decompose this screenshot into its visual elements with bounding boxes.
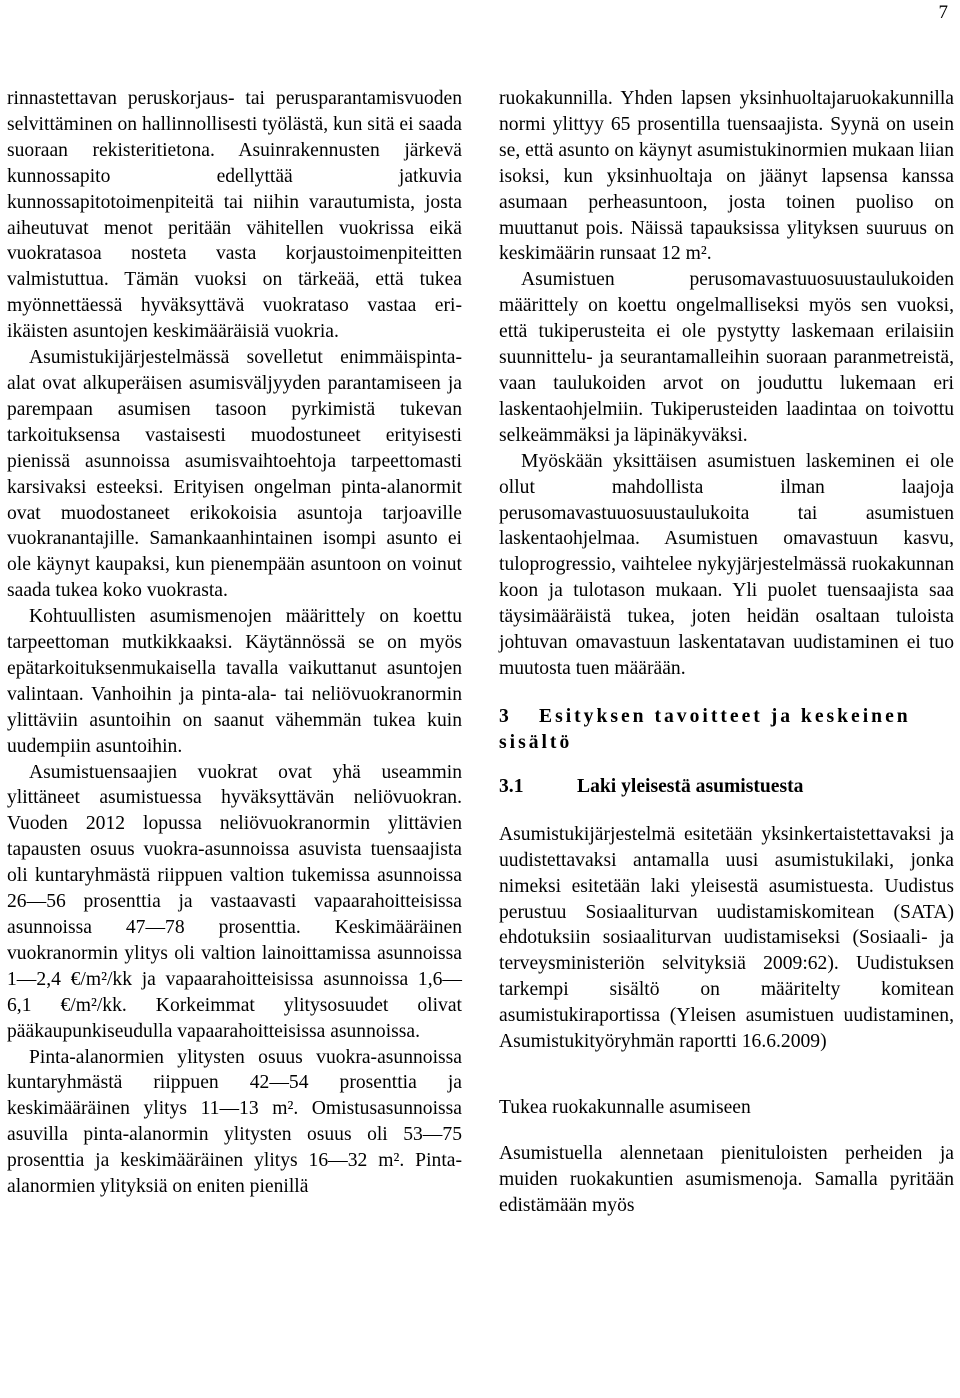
body-paragraph: ruokakunnilla. Yhden lapsen yksinhuoltajaruokakunnilla normi ylittyy 65 prosentilla tuensaajista. Syynä on usein se, että asunto on käynyt asumistukinormien mukaan liian isoksi, kun yksinhuoltaja on jäänyt lapsensa kanssa asumaan perheasuntoon, josta toinen puoliso on muuttanut pois. Näissä tapauksissa ylityksen suuruus on keskimäärin runsaat 12 m². [499, 88, 954, 265]
section-title: Esityksen tavoitteet ja keskeinen sisältö [499, 705, 911, 753]
body-paragraph: Asumistuen perusomavastuuosuustaulukoiden määrittely on koettu ongelmalliseksi myös sen vuoksi, että tukiperusteita ei ole pystytty laskemaan erilaisiin suunnittelu- ja seurantamalleihin suoraan paranmetreistä, vaan taulukoiden arvot on jouduttu lukemaan eri laskentaohjelmiin. Tukiperusteiden laadintaa on toivottu selkeämmäksi ja läpinäkyväksi. [499, 269, 954, 446]
body-paragraph: Myöskään yksittäisen asumistuen laskeminen ei ole ollut mahdollista ilman laajoja perusomavastuuosuustaulukoita tai asumistuen laskentaohjelmaa. Asumistuen omavastuun kasvu, tuloprogressio, vaihtelee nykyjärjestelmässä ruokakunnan koon ja tulotason mukaan. Yli puolet tuensaajista saa täysimääräistä tukea, joten heidän osaltaan tuloista johtuvan omavastuun laskentatavan uudistaminen ei tuo muutosta tuen määrään. [499, 450, 954, 679]
right-column [499, 86, 954, 1219]
page-number: 7 [938, 2, 948, 23]
subheading: Tukea ruokakunnalle asumiseen [499, 1097, 751, 1118]
left-column [7, 86, 462, 1200]
body-paragraph: Asumistukijärjestelmä esitetään yksinkertaistettavaksi ja uudistettavaksi antamalla uusi asumistukilaki, jonka nimeksi esitetään laki yleisestä asumistuesta. Uudistus perustuu Sosiaaliturvan uudistamiskomitean (SATA) ehdotuksiin sosiaaliturvan uudistamiseksi (Sosiaali- ja terveysministeriön selvityksiä 2009:62). Uudistuksen tarkempi sisältö on määritelty komitean asumistukiraportissa (Yleisen asumistuen uudistaminen, Asumistukityöryhmän raportti 16.6.2009) [499, 823, 954, 1053]
spacer [499, 1055, 954, 1073]
body-paragraph: Pinta-alanormien ylitysten osuus vuokra-asunnoissa kuntaryhmästä riippuen 42—54 prosenttia ja keskimääräinen ylitys 11—13 m². Omistusasunnoissa asuvilla pinta-alanormin ylitysten osuus oli 53—75 prosenttia ja keskimääräinen ylitys 16—32 m². Pinta-alanormien ylityksiä on eniten pienillä [7, 1046, 462, 1198]
body-paragraph: Asumistukijärjestelmässä sovelletut enimmäispinta-alat ovat alkuperäisen asumisväljyyden parantamiseen ja parempaan asumisen tasoon pyrkimistä tukevan tarkoituksensa vastaisesti muodostuneet erityisesti pienissä asunnoissa asumisvaihtoehtoja tarpeettomasti karsivaksi esteeksi. Erityisen ongelman pinta-alanormit ovat muodostaneet erikokoisia asuntoja tarjoaville vuokranantajille. Samankaanhintainen isompi asunto ei ole käynyt kaupaksi, kun pienempään asuntoon on voinut saada tukea koko vuokrasta. [7, 347, 462, 602]
body-paragraph: rinnastettavan peruskorjaus- tai perusparantamisvuoden selvittäminen on hallinnollisesti työlästä, kun sitä ei saada suoraan rekisteritietona. Asuinrakennusten järkevä kunnossapito edellyttää jatkuvia kunnossapitotoimenpiteitä tai niihin varautumista, josta aiheutuvat menot peritään vähitellen vuokrissa eikä vuokratasoa nosteta vasta korjaustoimenpiteitten valmistuttua. Tämän vuoksi on tärkeää, että tukea myönnettäessä hyväksyttävä vuokrataso vastaa eri-ikäisten asuntojen keskimääräisiä vuokria. [7, 88, 462, 343]
body-paragraph: Kohtuullisten asumismenojen määrittely on koettu tarpeettoman mutkikkaaksi. Käytännössä se on myös epätarkoituksenmukaisella tavalla vaikuttanut asuntojen valintaan. Vanhoihin ja pinta-ala- tai neliövuokranormin ylittäviin asuntoihin on saanut vähemmän tukea kuin uudempiin asuntoihin. [7, 606, 462, 757]
body-paragraph: Asumistuensaajien vuokrat ovat yhä useammin ylittäneet asumistuessa hyväksyttävän neliövuokran. Vuoden 2012 lopussa neliövuokranormin ylittävien tapausten osuus vuokra-asunnoissa asuvista tuensaajista oli kuntaryhmästä riippuen valtion tukemissa asunnoissa 26—56 prosenttia ja vastaavasti vapaarahoitteisissa asunnoissa 47—78 prosenttia. Keskimääräinen vuokranormin ylitys oli valtion lainoittamissa asunnoissa 1—2,4 €/m²/kk ja vapaarahoitteisissa asunnoissa 1,6—6,1 €/m²/kk. Korkeimmat ylitysosuudet olivat pääkaupunkiseudulla vapaarahoitteisissa asunnoissa. [7, 761, 462, 1042]
subsection-heading [499, 774, 954, 800]
subsection-title: Laki yleisestä asumistuesta [577, 775, 804, 797]
subsection-number: 3.1 [499, 775, 524, 797]
section-heading [499, 704, 954, 756]
body-paragraph: Asumistuella alennetaan pienituloisten perheiden ja muiden ruokakuntien asumismenoja. Samalla pyritään edistämään myös [499, 1143, 954, 1216]
section-number: 3 [499, 705, 509, 727]
